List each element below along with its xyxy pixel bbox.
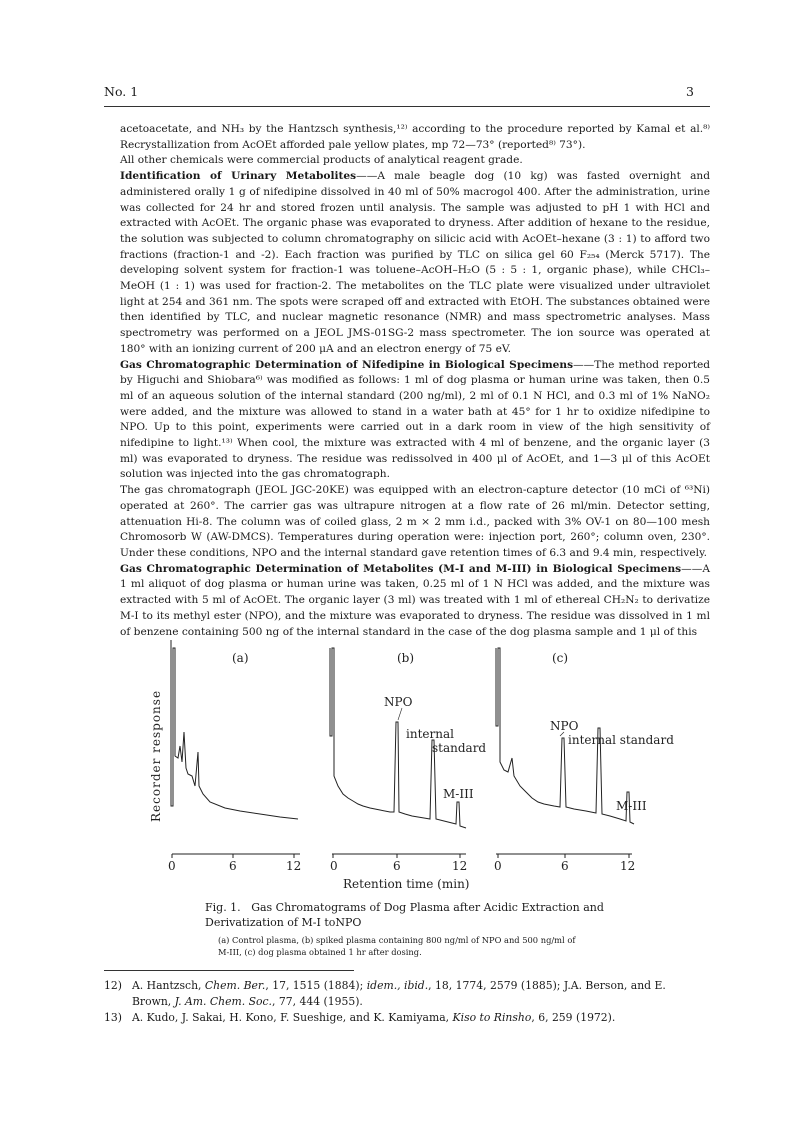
- footnote-12-ref-2: , 18, 1774, 2579 (1885); J.A. Berson, and E.: [428, 979, 666, 992]
- paragraph-nifedipine: [120, 358, 710, 484]
- footnote-13-authors: A. Kudo, J. Sakai, H. Kono, F. Sueshige, and K. Kamiyama,: [132, 1011, 453, 1024]
- footnote-13-journal: Kiso to Rinsho: [452, 1011, 532, 1024]
- panel-a-label: (a): [232, 651, 249, 665]
- heading-gc-metabolites: Gas Chromatographic Determination of Metabolites (M-I and M-III) in Biological Specimens: [120, 562, 682, 575]
- panel-b-is-label-2: standard: [432, 741, 487, 755]
- panel-b: [330, 648, 486, 873]
- paragraph-urinary: [120, 169, 710, 357]
- footnote-12-ref: , 17, 1515 (1884);: [265, 979, 367, 992]
- heading-dash: ——: [356, 170, 378, 183]
- heading-dash: ——: [573, 358, 595, 371]
- panel-c-m3-label: M-III: [616, 799, 647, 813]
- footnote-12-journal-2: J. Am. Chem. Soc.: [174, 995, 272, 1008]
- caption-title-2: Derivatization of M-I toNPO: [205, 916, 362, 929]
- footnote-12-ref-3: , 77, 444 (1955).: [272, 995, 363, 1008]
- caption-label: Fig. 1.: [205, 901, 241, 914]
- footnote-13-number: 13): [104, 1011, 122, 1024]
- page-number: 3: [686, 84, 694, 99]
- panel-c-tick-label-6: 6: [561, 859, 569, 873]
- panel-b-is-label-1: internal: [406, 727, 454, 741]
- panel-a-trace: [171, 640, 298, 819]
- y-axis-label: Recorder response: [149, 689, 163, 822]
- panel-b-label: (b): [397, 651, 415, 665]
- panel-a-tick-label-12: 12: [286, 859, 302, 873]
- caption-line-1: [205, 900, 665, 915]
- paragraph-chemicals: All other chemicals were commercial products of analytical reagent grade.: [120, 154, 523, 167]
- panel-c-is-label: internal standard: [568, 733, 674, 747]
- panel-c-tick-label-12: 12: [620, 859, 636, 873]
- panel-b-npo-label: NPO: [384, 695, 413, 709]
- panel-b-m3-label: M-III: [443, 787, 474, 801]
- footnote-rule: [104, 970, 354, 971]
- panel-a-tick-label-0: 0: [168, 859, 176, 873]
- panel-b-npo-leader: [398, 708, 402, 720]
- footnote-13-ref: , 6, 259 (1972).: [531, 1011, 616, 1024]
- panel-a: [168, 640, 301, 873]
- figure-chromatograms: [140, 636, 700, 896]
- paragraph-urinary-text: A male beagle dog (10 kg) was fasted overnight and administered orally 1 g of nifedipine dissolved in 40 ml of 50% macrogol 400. After the administration, urine was collected for 24 hr and stored frozen until analysis. The sample was adjusted to pH 1 with HCl and extracted with AcOEt. The organic phase was evaporated to dryness. After addition of hexane to the residue, the solution was subjected to column chromatography on silicic acid with AcOEt–hexane (3 : 1) to afford two fractions (fraction-1 and -2). Each fraction was purified by TLC on silica gel 60 F₂₅₄ (Merck 5717). The developing solvent system for fraction-1 was toluene–AcOH–H₂O (5 : 5 : 1, organic phase), while CHCl₃–MeOH (1 : 1) was used for fraction-2. The metabolites on the TLC plate were visualized under ultraviolet light at 254 and 361 nm. The spots were scraped off and extracted with EtOH. The substances obtained were then identified by TLC, and nuclear magnetic resonance (NMR) and mass spectrometric analyses. Mass spectrometry was performed on a JEOL JMS-01SG-2 mass spectrometer. The ion source was operated at 180° with an ionizing current of 200 μA and an electron energy of 75 eV.: [120, 170, 710, 355]
- paragraph-metabolites: [120, 562, 710, 641]
- chromatogram-svg: [140, 636, 700, 896]
- footnote-13: [104, 1010, 710, 1026]
- panel-b-tick-label-12: 12: [452, 859, 468, 873]
- caption-sub-1: (a) Control plasma, (b) spiked plasma containing 800 ng/ml of NPO and 500 ng/ml of: [218, 935, 576, 945]
- heading-urinary-metabolites: Identification of Urinary Metabolites: [120, 170, 357, 183]
- paragraph-gc-conditions: The gas chromatograph (JEOL JGC-20KE) was equipped with an electron-capture detector (10 mCi of ⁶³Ni) operated at 260°. The carrier gas was ultrapure nitrogen at a flow rate of 26 ml/min. Detector setting, attenuation Hi-8. The column was of coiled glass, 2 m × 2 mm i.d., packed with 3% OV-1 on 80—100 mesh Chromosorb W (AW-DMCS). Temperatures during operation were: injection port, 260°; column oven, 230°. Under these conditions, NPO and the internal standard gave retention times of 6.3 and 9.4 min, respectively.: [120, 484, 710, 559]
- paragraph-synthesis: acetoacetate, and NH₃ by the Hantzsch synthesis,¹²⁾ according to the procedure reported by Kamal et al.⁸⁾ Recrystallization from AcOEt afforded pale yellow plates, mp 72—73° (reported⁸⁾ 73°).: [120, 123, 710, 151]
- caption-details: [218, 934, 638, 958]
- x-axis-label: Retention time (min): [343, 877, 470, 891]
- figure-caption: [205, 900, 665, 930]
- header-rule: [104, 106, 710, 107]
- paragraph-metabolites-text: A 1 ml aliquot of dog plasma or human urine was taken, 0.25 ml of 1 N HCl was added, and the mixture was extracted with 5 ml of AcOEt. The organic layer (3 ml) was treated with 1 ml of ethereal CH₂N₂ to derivatize M-I to its methyl ester (NPO), and the mixture was evaporated to dryness. The residue was dissolved in 1 ml of benzene containing 500 ng of the internal standard in the case of the dog plasma sample and 1 μl of this: [120, 562, 710, 638]
- caption-title-1: Gas Chromatograms of Dog Plasma after Acidic Extraction and: [251, 901, 604, 914]
- body-text: [120, 122, 710, 640]
- footnote-12-cont: [104, 994, 710, 1010]
- panel-c-npo-label: NPO: [550, 719, 579, 733]
- heading-gc-nifedipine: Gas Chromatographic Determination of Nifedipine in Biological Specimens: [120, 358, 574, 371]
- footnote-12-number: 12): [104, 979, 122, 992]
- footnotes: [104, 978, 710, 1026]
- panel-b-tick-label-6: 6: [393, 859, 401, 873]
- journal-issue: No. 1: [104, 84, 139, 99]
- heading-dash: ——: [681, 562, 703, 575]
- footnote-12: [104, 978, 710, 1010]
- caption-sub-2: M-III, (c) dog plasma obtained 1 hr after dosing.: [218, 947, 422, 957]
- panel-b-tick-label-0: 0: [330, 859, 338, 873]
- panel-c-label: (c): [552, 651, 569, 665]
- footnote-12-idem: idem., ibid.: [366, 979, 429, 992]
- panel-c-tick-label-0: 0: [494, 859, 502, 873]
- panel-c: [494, 648, 674, 873]
- footnote-12-journal: Chem. Ber.: [204, 979, 266, 992]
- footnote-12-author-2: Brown,: [132, 995, 175, 1008]
- footnote-12-author: A. Hantzsch,: [132, 979, 205, 992]
- panel-a-tick-label-6: 6: [229, 859, 237, 873]
- paragraph-nifedipine-text: The method reported by Higuchi and Shiobara⁶⁾ was modified as follows: 1 ml of dog plasma or human urine was taken, then 0.5 ml of an aqueous solution of the internal standard (200 ng/ml), 2 ml of 0.1 N HCl, and 0.3 ml of 1% NaNO₂ were added, and the mixture was allowed to stand in a water bath at 45° for 1 hr to oxidize nifedipine to NPO. Up to this point, experiments were carried out in a dark room in view of the high sensitivity of nifedipine to light.¹³⁾ When cool, the mixture was extracted with 4 ml of benzene, and the organic layer (3 ml) was evaporated to dryness. The residue was redissolved in 400 μl of AcOEt, and 1—3 μl of this AcOEt solution was injected into the gas chromatograph.: [120, 358, 710, 481]
